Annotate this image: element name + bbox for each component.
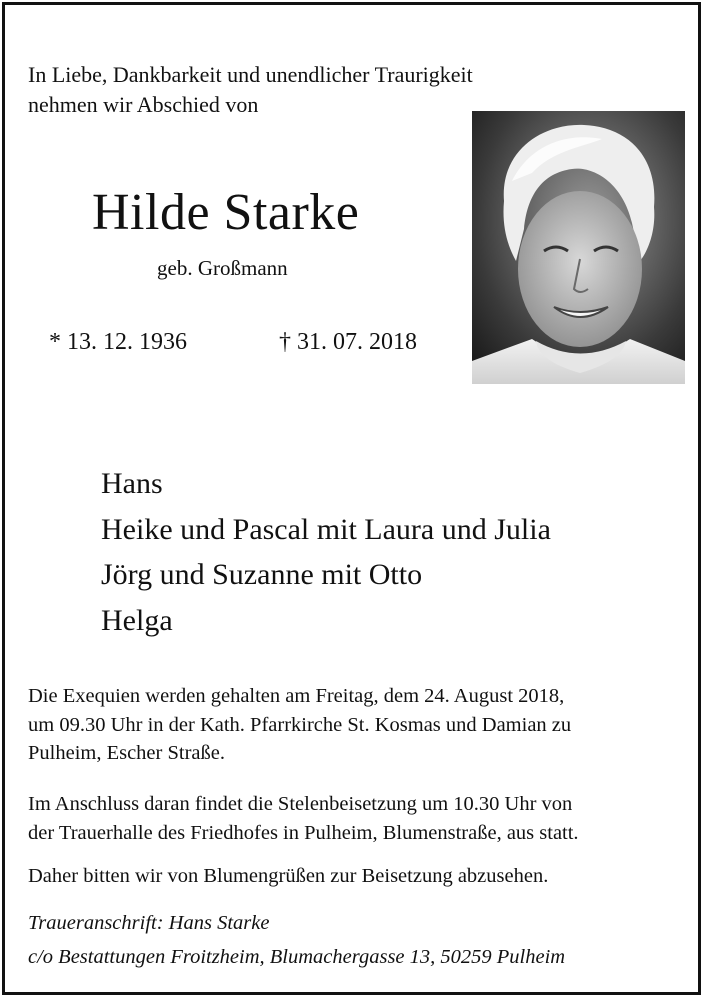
- obituary-notice: [2, 2, 701, 995]
- portrait-photo: [472, 111, 685, 384]
- intro-line-2: nehmen wir Abschied von: [28, 92, 259, 117]
- mourner-line: Helga: [101, 603, 173, 637]
- mourning-address: [28, 907, 565, 974]
- death-date: † 31. 07. 2018: [279, 329, 417, 355]
- exequies-line-3: Pulheim, Escher Straße.: [28, 742, 225, 764]
- deceased-name: Hilde Starke: [92, 184, 360, 241]
- mourner-line: Jörg und Suzanne mit Otto: [101, 558, 423, 591]
- mourner-line: Hans: [101, 467, 163, 500]
- burial-paragraph: [28, 790, 688, 847]
- address-line-2: c/o Bestattungen Froitzheim, Blumachergasse 13, 50259 Pulheim: [28, 945, 566, 968]
- birth-date: * 13. 12. 1936: [49, 329, 187, 355]
- portrait-image: [472, 111, 685, 384]
- intro-text: [28, 60, 473, 120]
- intro-line-1: In Liebe, Dankbarkeit und unendlicher Traurigkeit: [28, 62, 473, 87]
- burial-line-1: Im Anschluss daran findet die Stelenbeisetzung um 10.30 Uhr von: [28, 793, 573, 815]
- birth-name: geb. Großmann: [157, 256, 288, 280]
- burial-line-2: der Trauerhalle des Friedhofes in Pulheim, Blumenstraße, aus statt.: [28, 821, 579, 844]
- exequies-line-2: um 09.30 Uhr in der Kath. Pfarrkirche St. Kosmas und Damian zu: [28, 713, 572, 736]
- flowers-note: Daher bitten wir von Blumengrüßen zur Beisetzung abzusehen.: [28, 865, 549, 887]
- mourners-list: [101, 461, 551, 643]
- exequies-line-1: Die Exequien werden gehalten am Freitag, dem 24. August 2018,: [28, 685, 565, 707]
- mourner-line: Heike und Pascal mit Laura und Julia: [101, 512, 551, 546]
- exequies-paragraph: [28, 682, 688, 768]
- address-line-1: Traueranschrift: Hans Starke: [28, 912, 270, 934]
